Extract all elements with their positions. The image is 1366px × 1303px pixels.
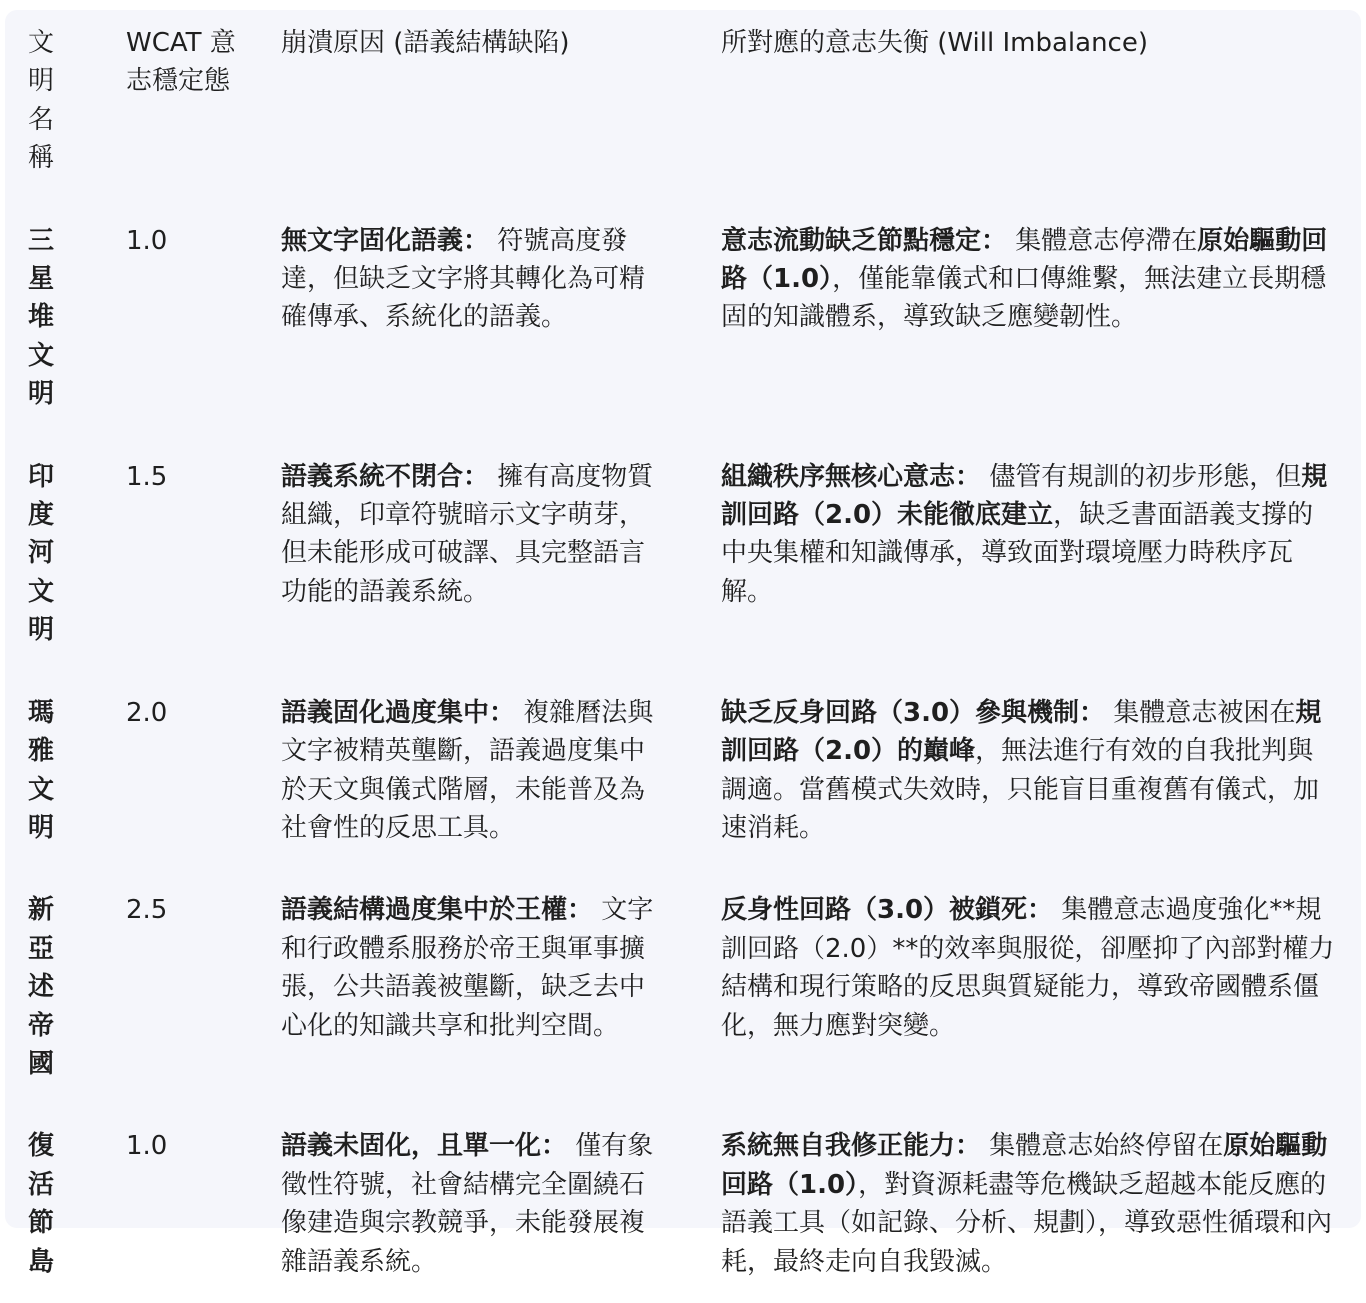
will-imbalance-text-end: ，無法進行有效的自我批判與調適。當舊模式失效時，只能盲目重複舊有儀式，加速消耗。 xyxy=(721,736,1320,843)
table-row xyxy=(5,436,1361,672)
will-imbalance-heading: 組織秩序無核心意志： xyxy=(721,461,982,492)
collapse-cause-cell xyxy=(258,200,698,436)
will-imbalance-cell xyxy=(698,672,1361,870)
civilization-table xyxy=(5,10,1361,1303)
collapse-cause-text: 符號高度發達，但缺乏文字將其轉化為可精確傳承、系統化的語義。 xyxy=(281,225,646,333)
header-civilization-name xyxy=(5,10,103,200)
will-imbalance-text-end: ，缺乏書面語義支撐的中央集權和知識傳承，導致面對環境壓力時秩序瓦解。 xyxy=(721,500,1314,607)
collapse-cause-heading: 無文字固化語義： xyxy=(281,225,490,256)
civilization-name-cell xyxy=(5,672,103,870)
collapse-cause-text: 複雜曆法與文字被精英壟斷，語義過度集中於天文與儀式階層，未能普及為社會性的反思工具。 xyxy=(281,697,654,843)
table-body xyxy=(5,200,1361,1303)
header-wcat-level: WCAT 意志穩定態 xyxy=(126,28,236,97)
table-row xyxy=(5,672,1361,870)
wcat-level-cell: 1.0 xyxy=(126,1131,168,1162)
collapse-cause-text: 擁有高度物質組織，印章符號暗示文字萌芽，但未能形成可破譯、具完整語言功能的語義系統。 xyxy=(281,461,654,607)
will-imbalance-text: 集體意志始終停留在 xyxy=(981,1131,1224,1162)
table-row xyxy=(5,200,1361,436)
civilization-name: 新亞述帝國 xyxy=(28,895,55,1079)
will-imbalance-emphasis: 規訓回路（2.0）未能徹底建立 xyxy=(721,461,1328,531)
will-imbalance-heading: 反身性回路（3.0）被鎖死： xyxy=(721,895,1054,926)
collapse-cause-heading: 語義固化過度集中： xyxy=(281,697,516,728)
table-header xyxy=(5,10,1361,200)
collapse-cause-cell xyxy=(258,869,698,1105)
will-imbalance-cell xyxy=(698,1105,1361,1303)
will-imbalance-heading: 系統無自我修正能力： xyxy=(721,1131,982,1162)
header-collapse-cause: 崩潰原因 (語義結構缺陷) xyxy=(281,28,570,58)
will-imbalance-cell xyxy=(698,200,1361,436)
civilization-name: 瑪雅文明 xyxy=(28,697,55,843)
will-imbalance-text: 集體意志過度強化**規訓回路（2.0）**的效率與服從，卻壓抑了內部對權力結構和現行策略的反思與質疑能力，導致帝國體系僵化，無力應對突變。 xyxy=(721,895,1335,1041)
civilization-name: 復活節島 xyxy=(28,1131,55,1277)
will-imbalance-cell xyxy=(698,436,1361,672)
collapse-cause-text: 文字和行政體系服務於帝王與軍事擴張，公共語義被壟斷，缺乏去中心化的知識共享和批判空間。 xyxy=(281,895,654,1041)
civilization-name-cell xyxy=(5,869,103,1105)
will-imbalance-text: 集體意志停滯在 xyxy=(1007,225,1198,256)
will-imbalance-cell xyxy=(698,869,1361,1105)
collapse-cause-text: 僅有象徵性符號，社會結構完全圍繞石像建造與宗教競爭，未能發展複雜語義系統。 xyxy=(281,1131,654,1277)
collapse-cause-heading: 語義系統不閉合： xyxy=(281,461,490,492)
will-imbalance-heading: 缺乏反身回路（3.0）參與機制： xyxy=(721,697,1106,728)
wcat-level-cell: 2.5 xyxy=(126,895,168,926)
wcat-level-cell: 2.0 xyxy=(126,697,168,728)
table-row xyxy=(5,1105,1361,1303)
civilization-name-cell xyxy=(5,436,103,672)
civilization-name: 三星堆文明 xyxy=(28,225,55,410)
collapse-cause-heading: 語義未固化，且單一化： xyxy=(281,1131,568,1162)
civilization-name-cell xyxy=(5,1105,103,1303)
collapse-cause-cell xyxy=(258,436,698,672)
will-imbalance-text-end: ，僅能靠儀式和口傳維繫，無法建立長期穩固的知識體系，導致缺乏應變韌性。 xyxy=(721,264,1327,333)
collapse-cause-heading: 語義結構過度集中於王權： xyxy=(281,895,594,926)
table-row xyxy=(5,869,1361,1105)
will-imbalance-emphasis: 規訓回路（2.0）的巔峰 xyxy=(721,697,1322,767)
wcat-level-cell: 1.0 xyxy=(126,225,168,256)
wcat-level-cell: 1.5 xyxy=(126,461,168,492)
will-imbalance-text-end: ，對資源耗盡等危機缺乏超越本能反應的語義工具（如記錄、分析、規劃），導致惡性循環和內耗，最終走向自我毀滅。 xyxy=(721,1169,1333,1277)
header-row xyxy=(5,10,1361,200)
will-imbalance-text: 儘管有規訓的初步形態，但 xyxy=(981,461,1302,492)
civilization-name-cell xyxy=(5,200,103,436)
civilization-name: 印度河文明 xyxy=(28,461,55,646)
header-civilization-name-text: 文明名稱 xyxy=(28,28,55,174)
will-imbalance-emphasis: 原始驅動回路（1.0） xyxy=(721,1131,1328,1200)
will-imbalance-text: 集體意志被困在 xyxy=(1105,697,1296,728)
collapse-cause-cell xyxy=(258,1105,698,1303)
header-will-imbalance: 所對應的意志失衡 (Will Imbalance) xyxy=(721,28,1148,58)
will-imbalance-heading: 意志流動缺乏節點穩定： xyxy=(721,225,1008,256)
will-imbalance-emphasis: 原始驅動回路（1.0） xyxy=(721,225,1328,295)
collapse-cause-cell xyxy=(258,672,698,870)
table-panel xyxy=(5,10,1361,1277)
